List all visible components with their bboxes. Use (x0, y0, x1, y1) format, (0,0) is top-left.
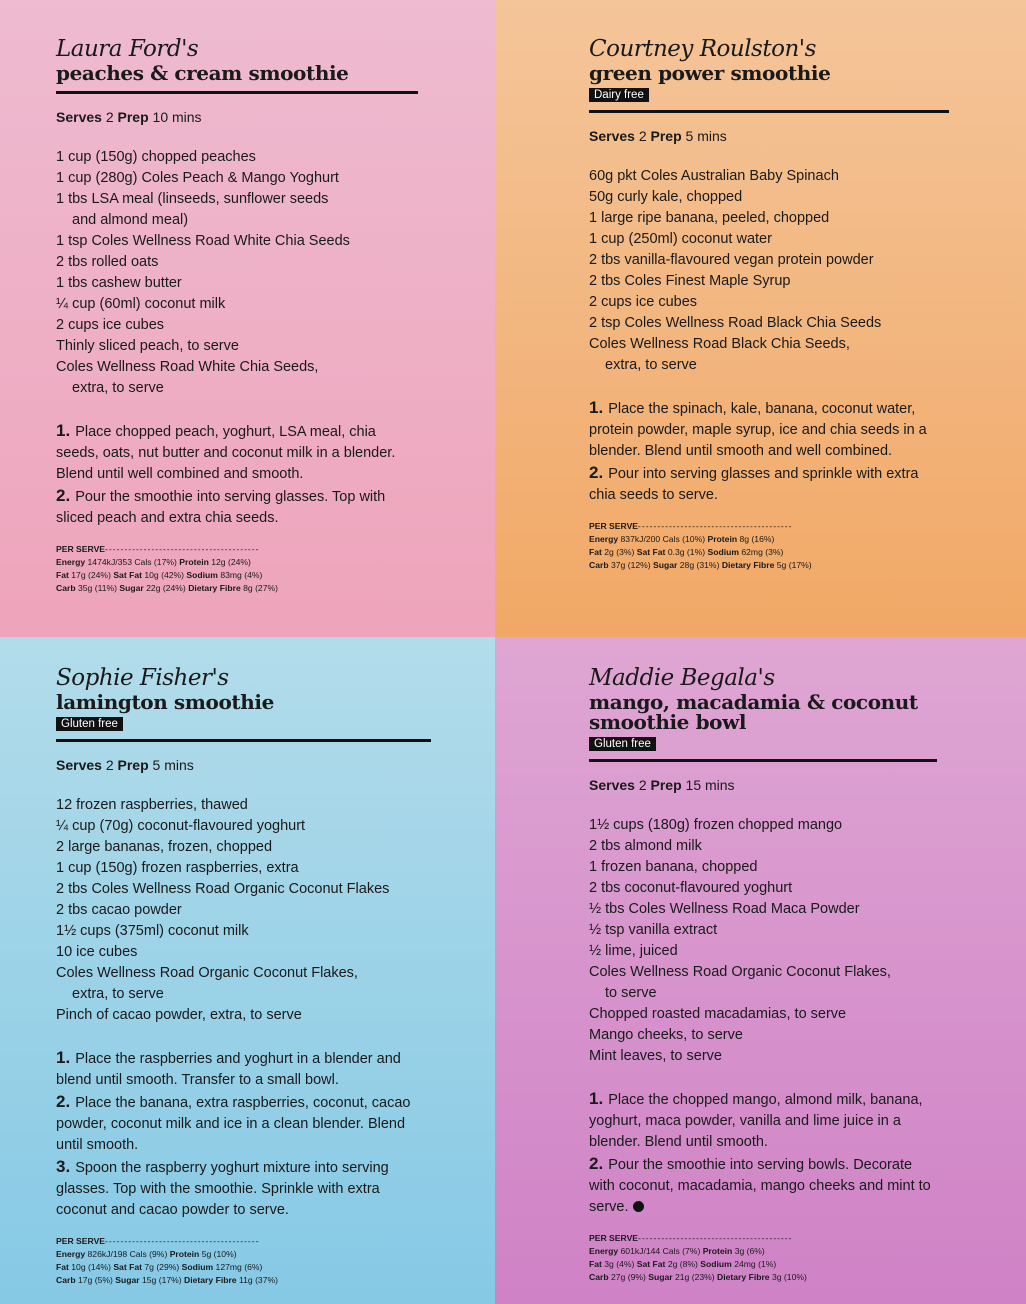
recipe-card-green-power (495, 0, 1026, 637)
serves-label: Serves (589, 128, 635, 144)
nutrition-line (56, 1248, 431, 1261)
recipe-title-line: mango, macadamia & coconut (589, 690, 918, 714)
ingredient-continuation: and almond meal) (72, 212, 189, 228)
nutrient-label: Protein (179, 557, 209, 567)
nutrient-label: Fat (56, 1262, 69, 1272)
ingredient-item (56, 1005, 431, 1026)
step-text: Pour into serving glasses and sprinkle with extra chia seeds to serve. (589, 466, 919, 503)
dietary-badge: Dairy free (589, 88, 649, 102)
nutrient-value: 17g (24%) (71, 570, 111, 580)
prep-label: Prep (117, 757, 149, 773)
ingredient-item (589, 920, 937, 941)
dashed-divider: ---------------------------------------- (638, 1233, 793, 1243)
nutrient-label: Sat Fat (113, 1262, 142, 1272)
step-text: Place the spinach, kale, banana, coconut water, protein powder, maple syrup, ice and chia seeds in a blender. Blend until smooth and well combined. (589, 401, 927, 459)
nutrient-label: Protein (169, 1249, 200, 1259)
recipe-title (56, 63, 418, 83)
nutrition-panel (589, 1232, 937, 1284)
ingredient-text: 2 tbs almond milk (589, 838, 702, 854)
ingredient-item (56, 900, 431, 921)
nutrient-label: Sat Fat (636, 1259, 666, 1269)
ingredient-text: 2 tsp Coles Wellness Road Black Chia Seeds (589, 315, 882, 331)
recipe-title (589, 692, 937, 732)
serves-prep (56, 107, 418, 127)
serves-value: 2 (638, 128, 647, 144)
nutrition-panel (56, 543, 418, 595)
serves-prep (589, 775, 937, 795)
ingredient-text: Coles Wellness Road White Chia Seeds, (56, 359, 319, 375)
recipe-title-line: lamington smoothie (56, 690, 274, 714)
nutrient-label: Energy (589, 1246, 619, 1256)
nutrient-value: 2g (8%) (667, 1259, 698, 1269)
nutrient-label: Energy (589, 534, 619, 544)
ingredient-item (589, 1004, 937, 1025)
nutrient-value: 0.3g (1%) (667, 547, 706, 557)
ingredient-item (56, 837, 431, 858)
nutrient-value: 37g (12%) (610, 560, 651, 570)
nutrient-label: Sat Fat (636, 547, 666, 557)
title-divider (589, 759, 937, 762)
nutrition-line (589, 1258, 937, 1271)
nutrient-label: Dietary Fibre (184, 1275, 237, 1285)
step-text: Spoon the raspberry yoghurt mixture into serving glasses. Top with the smoothie. Sprinkle with extra coconut and cacao powder to serve. (56, 1160, 389, 1218)
prep-label: Prep (117, 109, 149, 125)
ingredient-item (56, 336, 418, 357)
method-step (56, 420, 418, 485)
recipe-content (589, 36, 949, 572)
ingredient-item (589, 292, 949, 313)
ingredient-text: 1 cup (280g) Coles Peach & Mango Yoghurt (56, 170, 339, 186)
nutrient-label: Fat (589, 547, 602, 557)
serves-label: Serves (589, 777, 635, 793)
ingredient-text: 2 tbs cacao powder (56, 902, 182, 918)
ingredient-text: ½ lime, juiced (589, 943, 678, 959)
recipe-card-lamington (0, 637, 495, 1304)
ingredient-text: 1 cup (150g) chopped peaches (56, 149, 256, 165)
ingredient-item (56, 858, 431, 879)
author-signature: Laura Ford's (56, 36, 199, 62)
serves-prep (56, 755, 431, 775)
dashed-divider: ---------------------------------------- (638, 521, 793, 531)
prep-value: 5 mins (152, 757, 194, 773)
method-step (589, 397, 949, 462)
method-step (56, 1047, 431, 1091)
ingredient-continuation: extra, to serve (72, 380, 164, 396)
ingredient-continuation: to serve (605, 985, 657, 1001)
nutrient-label: Sugar (119, 583, 144, 593)
nutrient-value: 826kJ/198 Cals (9%) (87, 1249, 168, 1259)
ingredient-item (56, 816, 431, 837)
nutrition-line (56, 582, 418, 595)
dashed-divider: ---------------------------------------- (105, 544, 260, 554)
serves-value: 2 (105, 757, 114, 773)
step-number: 3. (56, 1157, 71, 1176)
step-number: 1. (56, 421, 71, 440)
nutrient-label: Dietary Fibre (188, 583, 241, 593)
method-step (56, 1156, 431, 1221)
ingredient-text: Chopped roasted macadamias, to serve (589, 1006, 847, 1022)
nutrient-value: 5g (17%) (776, 560, 812, 570)
method-steps (56, 420, 418, 529)
recipe-title-line: smoothie bowl (589, 710, 747, 734)
dashed-divider: ---------------------------------------- (105, 1236, 260, 1246)
ingredient-item (589, 229, 949, 250)
serves-label: Serves (56, 757, 102, 773)
ingredient-text: 12 frozen raspberries, thawed (56, 797, 248, 813)
ingredient-list (56, 147, 418, 399)
ingredient-text: 2 cups ice cubes (56, 317, 165, 333)
nutrition-heading-row (56, 543, 418, 556)
nutrient-value: 601kJ/144 Cals (7%) (620, 1246, 701, 1256)
nutrient-value: 10g (14%) (71, 1262, 111, 1272)
ingredient-item (589, 250, 949, 271)
ingredient-list (56, 795, 431, 1026)
nutrition-line (589, 533, 949, 546)
step-text: Pour the smoothie into serving glasses. Top with sliced peach and extra chia seeds. (56, 489, 386, 526)
author-signature: Courtney Roulston's (589, 36, 816, 62)
method-steps (589, 397, 949, 506)
ingredient-item (589, 334, 949, 376)
recipe-content (56, 665, 431, 1287)
ingredient-text: Coles Wellness Road Organic Coconut Flakes, (589, 964, 891, 980)
title-divider (56, 91, 418, 94)
prep-value: 5 mins (685, 128, 727, 144)
serves-value: 2 (638, 777, 647, 793)
nutrient-label: Carb (589, 1272, 609, 1282)
nutrition-line (589, 1271, 937, 1284)
method-steps (589, 1088, 937, 1218)
ingredient-text: Coles Wellness Road Black Chia Seeds, (589, 336, 850, 352)
nutrition-line (56, 569, 418, 582)
ingredient-item (589, 899, 937, 920)
ingredient-continuation: extra, to serve (72, 986, 164, 1002)
ingredient-text: 1 tbs LSA meal (linseeds, sunflower seeds (56, 191, 329, 207)
method-step (589, 1088, 937, 1153)
ingredient-list (589, 815, 937, 1067)
nutrient-value: 127mg (6%) (215, 1262, 263, 1272)
nutrient-value: 24mg (1%) (734, 1259, 777, 1269)
nutrition-panel (56, 1235, 431, 1287)
nutrient-label: Protein (702, 1246, 733, 1256)
ingredient-item (56, 879, 431, 900)
ingredient-text: Thinly sliced peach, to serve (56, 338, 239, 354)
recipe-title (56, 692, 431, 712)
nutrient-label: Carb (56, 1275, 76, 1285)
nutrient-label: Sodium (181, 1262, 214, 1272)
ingredient-item (56, 795, 431, 816)
ingredient-item (589, 271, 949, 292)
ingredient-item (56, 168, 418, 189)
step-text: Pour the smoothie into serving bowls. Decorate with coconut, macadamia, mango cheeks and mint to serve. (589, 1157, 931, 1215)
recipe-card-peaches-cream (0, 0, 495, 637)
nutrient-value: 83mg (4%) (220, 570, 263, 580)
ingredient-text: 1½ cups (375ml) coconut milk (56, 923, 249, 939)
ingredient-item (56, 942, 431, 963)
method-step (589, 1153, 937, 1218)
ingredient-item (589, 166, 949, 187)
serves-label: Serves (56, 109, 102, 125)
prep-label: Prep (650, 777, 682, 793)
ingredient-text: ¼ cup (70g) coconut-flavoured yoghurt (56, 818, 306, 834)
nutrient-label: Fat (589, 1259, 602, 1269)
prep-value: 15 mins (685, 777, 735, 793)
ingredient-text: 2 tbs coconut-flavoured yoghurt (589, 880, 793, 896)
nutrition-line (589, 559, 949, 572)
ingredient-text: 1 cup (150g) frozen raspberries, extra (56, 860, 299, 876)
step-text: Place the raspberries and yoghurt in a blender and blend until smooth. Transfer to a small bowl. (56, 1051, 401, 1088)
nutrient-label: Sodium (700, 1259, 732, 1269)
nutrient-value: 1474kJ/353 Cals (17%) (87, 557, 177, 567)
ingredient-item (589, 313, 949, 334)
step-number: 2. (589, 1154, 604, 1173)
nutrient-label: Energy (56, 557, 86, 567)
ingredient-item (56, 294, 418, 315)
ingredient-text: 10 ice cubes (56, 944, 138, 960)
ingredient-item (589, 187, 949, 208)
ingredient-text: ½ tbs Coles Wellness Road Maca Powder (589, 901, 860, 917)
dietary-badge: Gluten free (56, 717, 123, 731)
nutrition-line (56, 556, 418, 569)
ingredient-text: Coles Wellness Road Organic Coconut Flakes, (56, 965, 358, 981)
recipe-title (589, 63, 949, 83)
nutrient-value: 5g (10%) (201, 1249, 237, 1259)
ingredient-text: Mango cheeks, to serve (589, 1027, 743, 1043)
ingredient-text: 60g pkt Coles Australian Baby Spinach (589, 168, 839, 184)
ingredient-text: 1 tbs cashew butter (56, 275, 182, 291)
ingredient-text: 1 large ripe banana, peeled, chopped (589, 210, 830, 226)
dietary-badge-row (589, 732, 937, 751)
ingredient-text: ½ tsp vanilla extract (589, 922, 718, 938)
nutrition-heading-row (56, 1235, 431, 1248)
serves-prep (589, 126, 949, 146)
nutrient-value: 8g (27%) (243, 583, 278, 593)
ingredient-item (56, 273, 418, 294)
ingredient-text: 2 tbs Coles Finest Maple Syrup (589, 273, 791, 289)
serves-value: 2 (105, 109, 114, 125)
prep-value: 10 mins (152, 109, 202, 125)
nutrition-line (589, 546, 949, 559)
ingredient-text: 2 cups ice cubes (589, 294, 698, 310)
ingredient-text: ¼ cup (60ml) coconut milk (56, 296, 226, 312)
nutrition-heading: PER SERVE (56, 1236, 106, 1246)
nutrient-value: 3g (6%) (734, 1246, 765, 1256)
nutrient-value: 28g (31%) (679, 560, 720, 570)
ingredient-item (56, 921, 431, 942)
nutrient-value: 3g (10%) (771, 1272, 807, 1282)
step-number: 2. (589, 463, 604, 482)
step-text: Place chopped peach, yoghurt, LSA meal, chia seeds, oats, nut butter and coconut milk in a blender. Blend until well combined and smooth. (56, 424, 396, 482)
ingredient-text: 1½ cups (180g) frozen chopped mango (589, 817, 843, 833)
step-text: Place the banana, extra raspberries, coconut, cacao powder, coconut milk and ice in a clean blender. Blend until smooth. (56, 1095, 411, 1153)
nutrient-label: Carb (56, 583, 76, 593)
ingredient-item (56, 231, 418, 252)
ingredient-text: Pinch of cacao powder, extra, to serve (56, 1007, 302, 1023)
step-number: 2. (56, 1092, 71, 1111)
end-mark-icon (633, 1201, 644, 1212)
nutrient-label: Sugar (115, 1275, 140, 1285)
ingredient-continuation: extra, to serve (605, 357, 697, 373)
nutrient-value: 35g (11%) (77, 583, 117, 593)
nutrient-value: 22g (24%) (146, 583, 186, 593)
ingredient-item (589, 208, 949, 229)
ingredient-text: 2 tbs Coles Wellness Road Organic Coconut Flakes (56, 881, 390, 897)
ingredient-item (56, 189, 418, 231)
method-step (56, 1091, 431, 1156)
nutrient-value: 62mg (3%) (741, 547, 784, 557)
dietary-badge-row (56, 712, 431, 731)
ingredient-text: 1 tsp Coles Wellness Road White Chia Seeds (56, 233, 350, 249)
nutrient-value: 27g (9%) (610, 1272, 646, 1282)
ingredient-text: 1 frozen banana, chopped (589, 859, 758, 875)
ingredient-item (56, 252, 418, 273)
nutrient-value: 11g (37%) (238, 1275, 278, 1285)
nutrition-line (56, 1274, 431, 1287)
ingredient-item (589, 836, 937, 857)
nutrient-value: 17g (5%) (77, 1275, 113, 1285)
author-signature: Maddie Begala's (589, 665, 775, 691)
nutrient-label: Sugar (653, 560, 678, 570)
ingredient-text: 2 large bananas, frozen, chopped (56, 839, 273, 855)
ingredient-item (589, 857, 937, 878)
ingredient-text: 50g curly kale, chopped (589, 189, 743, 205)
nutrient-value: 15g (17%) (142, 1275, 182, 1285)
nutrient-label: Sodium (186, 570, 218, 580)
step-number: 1. (589, 1089, 604, 1108)
nutrient-label: Sodium (707, 547, 739, 557)
ingredient-list (589, 166, 949, 376)
ingredient-text: Mint leaves, to serve (589, 1048, 722, 1064)
recipe-card-mango-bowl (495, 637, 1026, 1304)
recipe-content (589, 665, 937, 1284)
nutrition-heading: PER SERVE (589, 1233, 639, 1243)
nutrient-label: Sat Fat (113, 570, 142, 580)
nutrient-label: Dietary Fibre (717, 1272, 770, 1282)
nutrition-line (56, 1261, 431, 1274)
ingredient-item (56, 315, 418, 336)
nutrient-label: Sugar (648, 1272, 673, 1282)
nutrient-value: 7g (29%) (144, 1262, 180, 1272)
nutrition-heading: PER SERVE (56, 544, 106, 554)
author-signature: Sophie Fisher's (56, 665, 229, 691)
step-number: 2. (56, 486, 71, 505)
nutrition-heading: PER SERVE (589, 521, 639, 531)
method-step (589, 462, 949, 506)
recipe-content (56, 36, 418, 595)
prep-label: Prep (650, 128, 682, 144)
ingredient-item (589, 878, 937, 899)
nutrient-label: Fat (56, 570, 69, 580)
nutrient-value: 10g (42%) (144, 570, 185, 580)
nutrient-label: Protein (707, 534, 738, 544)
recipe-title-line: peaches & cream smoothie (56, 61, 349, 85)
ingredient-text: 2 tbs vanilla-flavoured vegan protein powder (589, 252, 874, 268)
step-number: 1. (56, 1048, 71, 1067)
ingredient-item (56, 357, 418, 399)
ingredient-item (589, 941, 937, 962)
nutrient-value: 837kJ/200 Cals (10%) (620, 534, 706, 544)
ingredient-item (589, 962, 937, 1004)
nutrient-value: 3g (4%) (604, 1259, 635, 1269)
nutrition-heading-row (589, 520, 949, 533)
nutrient-label: Dietary Fibre (721, 560, 775, 570)
method-steps (56, 1047, 431, 1221)
ingredient-item (589, 1025, 937, 1046)
step-text: Place the chopped mango, almond milk, banana, yoghurt, maca powder, vanilla and lime juice in a blender. Blend until smooth. (589, 1092, 923, 1150)
title-divider (589, 110, 949, 113)
nutrient-value: 21g (23%) (675, 1272, 715, 1282)
nutrient-value: 8g (16%) (739, 534, 775, 544)
nutrient-value: 2g (3%) (604, 547, 635, 557)
nutrient-label: Carb (589, 560, 609, 570)
nutrition-panel (589, 520, 949, 572)
method-step (56, 485, 418, 529)
nutrition-heading-row (589, 1232, 937, 1245)
ingredient-item (56, 963, 431, 1005)
ingredient-text: 2 tbs rolled oats (56, 254, 159, 270)
recipe-title-line: green power smoothie (589, 61, 831, 85)
nutrient-label: Energy (56, 1249, 86, 1259)
nutrient-value: 12g (24%) (211, 557, 251, 567)
step-number: 1. (589, 398, 604, 417)
ingredient-item (589, 1046, 937, 1067)
dietary-badge-row (589, 83, 949, 102)
ingredient-item (589, 815, 937, 836)
ingredient-text: 1 cup (250ml) coconut water (589, 231, 772, 247)
ingredient-item (56, 147, 418, 168)
nutrition-line (589, 1245, 937, 1258)
title-divider (56, 739, 431, 742)
dietary-badge: Gluten free (589, 737, 656, 751)
